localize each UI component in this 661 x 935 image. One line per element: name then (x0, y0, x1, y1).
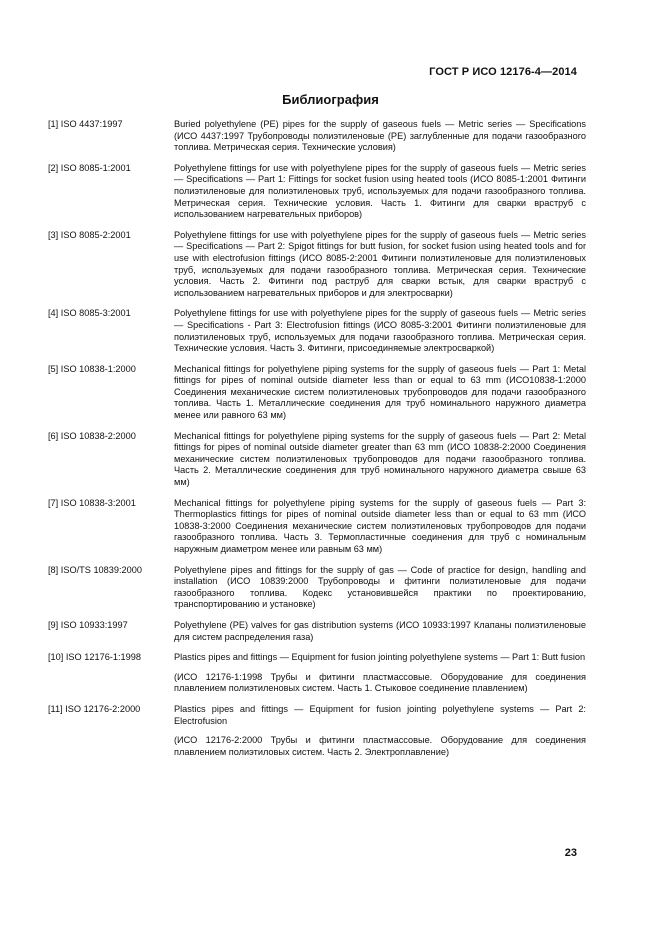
bib-entry (46, 431, 586, 489)
bib-description: Polyethylene pipes and fittings for the supply of gas — Code of practice for design, handling and installation (ИСО 10839:2000 Трубопроводы и фитинги полиэтиленовые для подачи газообразного топлива. Кодекс установившейся практики по проектированию, транспортированию и установке) (174, 564, 586, 610)
bib-ref: [7] ISO 10838-3:2001 (48, 497, 136, 508)
bib-ref: [3] ISO 8085-2:2001 (48, 229, 131, 240)
bib-ref: [4] ISO 8085-3:2001 (48, 308, 131, 319)
bib-ref: [10] ISO 12176-1:1998 (48, 652, 141, 663)
bibliography-list (46, 119, 586, 767)
bib-description: Plastics pipes and fittings — Equipment for fusion jointing polyethylene systems — Part 2: Electrofusion (174, 703, 586, 726)
bib-entry (46, 652, 586, 695)
bib-entry (46, 163, 586, 221)
bib-ref: [5] ISO 10838-1:2000 (48, 363, 136, 374)
bib-description: Mechanical fittings for polyethylene piping systems for the supply of gaseous fuels — Part 3: Thermoplastics fittings for pipes of nominal outside diameter less than or equal to 63 mm (ИСО 10838-3:2000 Соединения механические систем полиэтиленовых трубопроводов для подачи газообразного топлива. Часть 3. Термопластичные соединения для труб с номинальным наружным диаметром менее или равным 63 мм) (174, 497, 586, 554)
bib-ref: [9] ISO 10933:1997 (48, 619, 128, 630)
bib-description-translation: (ИСО 12176-2:2000 Трубы и фитинги пластмассовые. Оборудование для соединения плавлением полиэтиловых систем. Часть 2. Электроплавление) (174, 735, 586, 757)
bib-entry (46, 119, 586, 154)
bib-entry (46, 308, 586, 354)
page-title: Библиография (282, 92, 379, 107)
bib-description: Polyethylene (PE) valves for gas distribution systems (ИСО 10933:1997 Клапаны полиэтиленовые для систем распределения газа) (174, 619, 586, 642)
bib-entry (46, 498, 586, 556)
bib-ref: [11] ISO 12176-2:2000 (48, 703, 141, 714)
bib-description: Plastics pipes and fittings — Equipment for fusion jointing polyethylene systems — Part 1: Butt fusion (174, 652, 586, 663)
bib-entry (46, 620, 586, 643)
page-number: 23 (564, 847, 577, 859)
bib-description: Mechanical fittings for polyethylene piping systems for the supply of gaseous fuels — Part 1: Metal fittings for pipes of nominal outside diameter less than or equal to 63 mm (ИСО10838-1:2000 Соединения механические систем полиэтиленовых трубопроводов для подачи газообразного топлива. Часть 1. Металлические соединения для труб номинального наружного диаметра менее или равного 63 мм) (174, 363, 586, 421)
bib-description: Buried polyethylene (PE) pipes for the supply of gaseous fuels — Metric series — Specifications (ИСО 4437:1997 Трубопроводы полиэтиленовые (PE) заглубленные для подачи газообразного топлива. Метрическая серия. Технические условия) (174, 119, 586, 153)
bib-entry (46, 704, 586, 758)
standard-header: ГОСТ Р ИСО 12176-4—2014 (429, 66, 577, 78)
bib-description: Mechanical fittings for polyethylene piping systems for the supply of gaseous fuels — Part 2: Metal fittings for pipes of nominal outside diameter greater than 63 mm (ИСО 10838-2:2000 Соединения механические систем полиэтиленовых трубопроводов для подачи газообразного топлива. Часть 2. Металлические соединения для труб номинального наружного диаметра свыше 63 мм) (174, 430, 586, 488)
bib-ref: [1] ISO 4437:1997 (48, 119, 123, 129)
bib-ref: [6] ISO 10838-2:2000 (48, 430, 136, 441)
bib-ref: [8] ISO/TS 10839:2000 (48, 564, 142, 575)
bib-entry (46, 364, 586, 422)
bib-ref: [2] ISO 8085-1:2001 (48, 162, 131, 173)
bib-entry (46, 565, 586, 611)
bib-entry (46, 230, 586, 300)
bib-description: Polyethylene fittings for use with polyethylene pipes for the supply of gaseous fuels — Metric series — Specifications — Part 2: Spigot fittings for butt fusion, for socket fusion using heated tools and for use with electrofusion fittings (ИСО 8085-2:2001 Фитинги полиэтиленовые для полиэтиленовых труб, используемых для подачи газообразного топлива. Метрическая серия. Технические условия. Часть 2. Фитинги под раструб для сварки встык, для сварки враструб с использованием нагревательных приборов и для электросварки) (174, 229, 586, 298)
bib-description: Polyethylene fittings for use with polyethylene pipes for the supply of gaseous fuels — Metric series — Specifications — Part 1: Fittings for socket fusion using heated tools (ИСО 8085-1:2001 Фитинги полиэтиленовые для полиэтиленовых труб, используемых для подачи газообразного топлива. Метрическая серия. Технические условия. Часть 1. Фитинги для сварки враструб с использованием нагревательных приборов) (174, 162, 586, 220)
bib-description-translation: (ИСО 12176-1:1998 Трубы и фитинги пластмассовые. Оборудование для соединения плавлением полиэтиленовых систем. Часть 1. Стыковое соединение плавлением) (174, 671, 586, 694)
bib-description: Polyethylene fittings for use with polyethylene pipes for the supply of gaseous fuels — Metric series — Specifications - Part 3: Electrofusion fittings (ИСО 8085-3:2001 Фитинги полиэтиленовые для полиэтиленовых труб, используемых для подачи газообразного топлива. Метрическая серия. Технические условия. Часть 3. Фитинги, присоединяемые электросваркой) (174, 308, 586, 354)
